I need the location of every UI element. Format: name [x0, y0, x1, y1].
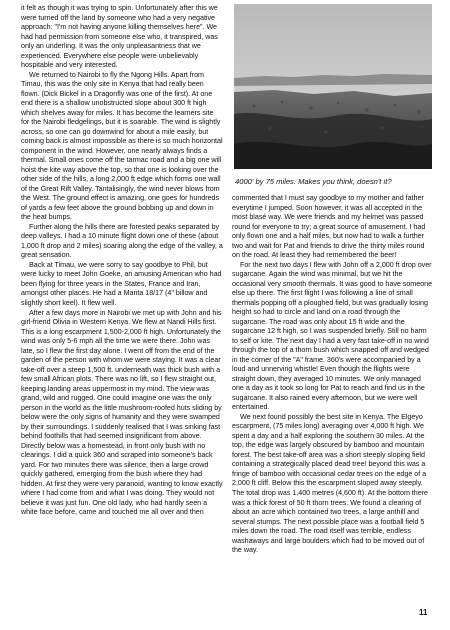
right-text-column [232, 194, 434, 556]
page-number: 11 [419, 608, 428, 617]
paragraph: Back at Timau, we were sorry to say goodbye to Phil, but were lucky to meet John Goeke, an amusing American who had been flying for three years in the States, France and Iran, amongst other places. He had a Manta 18/17 (4" billow and slightly short keel). It flew well. [21, 260, 222, 307]
paragraph: We returned to Nairobi to fly the Ngong Hills. Apart from Timau, this was the only site in Kenya that had really been flown. (Dick Bickel in a Dragonfly was one of the first). At one end there is a shallow unobstructed slope about 300 ft high which shelves away for miles. It has become the learners site for the Nairobi fledgelings, but it is soarable. The wind is slightly across, so one can go downwind for about a mile easily, but coming back is almost impossible as there is so much horizontal component in the wind. However, one nearly always finds a thermal. Small ones come off the tarmac road and a big one will hoist the kite way above the top, so that one is looking over the other side of the hills, a long 2,000 ft edge which forms one wall of the Great Rift Valley. Tantalisingly, the wind never blows from the West. The ground effect is amazing, one goes for hundreds of yards a few feet above the ground bobbing up and down in the heat bumps. [21, 70, 223, 222]
paragraph: commented that I must say goodbye to my mother and father everytime I jumped. Soon however, it was all accepted in the most blasé way. We were friends and my helmet was passed round for everyone to try; a great source of amusement. I had only flown one and a half miles, but now had to walk a further two and wait for Pat and friends to drive the thirty miles round on the road. At least they had remembered the beer! [232, 194, 426, 260]
escarpment-photo-image [234, 4, 432, 169]
paragraph: Further along the hills there are forested peaks separated by deep valleys. I had a 10 minute flight down one of these (about 1,000 ft drop and 2 miles) soaring along the edge of the valley, a great sensation. [21, 222, 223, 260]
paragraph: For the next two days I flew with John off a 2,000 ft drop over sugarcane. Again the wind was minimal, but we hit the occasional very smooth thermals. It was good to have someone else up there. The first flight I was following a line of small thermals popping off a ploughed field, but was gradually losing height so had to circle and land on a road through the sugarcane. The road was only about 15 ft wide and the sugarcane 12 ft high, so I was suspended briefly. Still no harm to self or kite. The next day I had a very fast take-off in no wind through the top of a thorn bush which snapped off and wedged in the corner of the "A" frame. 360's were accompanied by a loud and unnerving whistle! Even though the flights were straight down, they averaged 10 minutes. We only managed one a day as it took so long for Pat to reach and find us in the sugarcane. It also rained every afternoon, but we were well entertained. [232, 260, 433, 412]
paragraph: it felt as though it was trying to spin. Unfortunately after this we were turned off the land by someone who had a very negative approach: "I'm not having anyone killing themselves here". We had had permission from someone else who, it transpired, was only an underling. It was the only unpleasantness that we experienced. Everywhere else people were unbelievably hospitable and very interested. [21, 4, 218, 70]
paragraph: We next found possibly the best site in Kenya. The Elgeyo escarpment, (75 miles long) averaging over 4,000 ft high. We spent a day and a half exploring the southern 30 miles. At the top, the edge was largely obscured by bamboo and mountain forest. The best take-off area was a short steeply sloping field containing a strategically placed dead tree! beyond this was a fringe of bamboo with occasional cedar trees on the edge of a 2,000 ft cliff. Below this the escarpment sloped away steeply. The total drop was 1,400 metres (4,600 ft). At the bottom there was a thick forest of 50 ft thorn trees. We found a clearing of about an acre which contained two trees, a large anthill and several stumps. The next possible place was a football field 5 miles down the road. The road itself was terrible, endless washaways and large boulders which had to be moved out of the way. [232, 412, 429, 555]
photo-caption: 4000' by 75 miles. Makes you think, doesn't it? [235, 177, 392, 186]
left-text-column [21, 4, 223, 518]
landscape-photo [234, 4, 432, 169]
paragraph: After a few days more in Nairobi we met up with John and his girl-friend Olivia in Western Kenya. We flew at Nandi Hills first. This is a long escarpment 1,500-2,000 ft high. Unfortunately the wind was only 5-6 mph all the time we were there. John was late, so I flew the first day alone. I went off from the end of the garden of the person with whom we were staying. It was a clear take-off over a steep 1,500 ft. underneath was thick bush with a few small African plots. There was no lift, so I flew straight out, keeping landing areas uppermost in my mind. The view was grand, wild and rugged. One could imagine one was the only person in the world as the little mushroom-roofed huts sliding by below were the only signs of humanity and they were swamped by their surroundings. I suddenly realised that I was sinking fast behind foothills that had seemed insignificant from above. Directly below was a homestead, in front only bush with no clearings. I did a quick 360 and scraped into someone's back yard. For two minutes there was silence, then a large crowd quickly gathered, emerging from the bush where they had hidden. At first they were very paranoid, wanting to know exactly where I had come from and what I was doing. They would not believe it was just fun. One old lady, who had hardly seen a white face before, came and touched me all over and then [21, 308, 223, 517]
